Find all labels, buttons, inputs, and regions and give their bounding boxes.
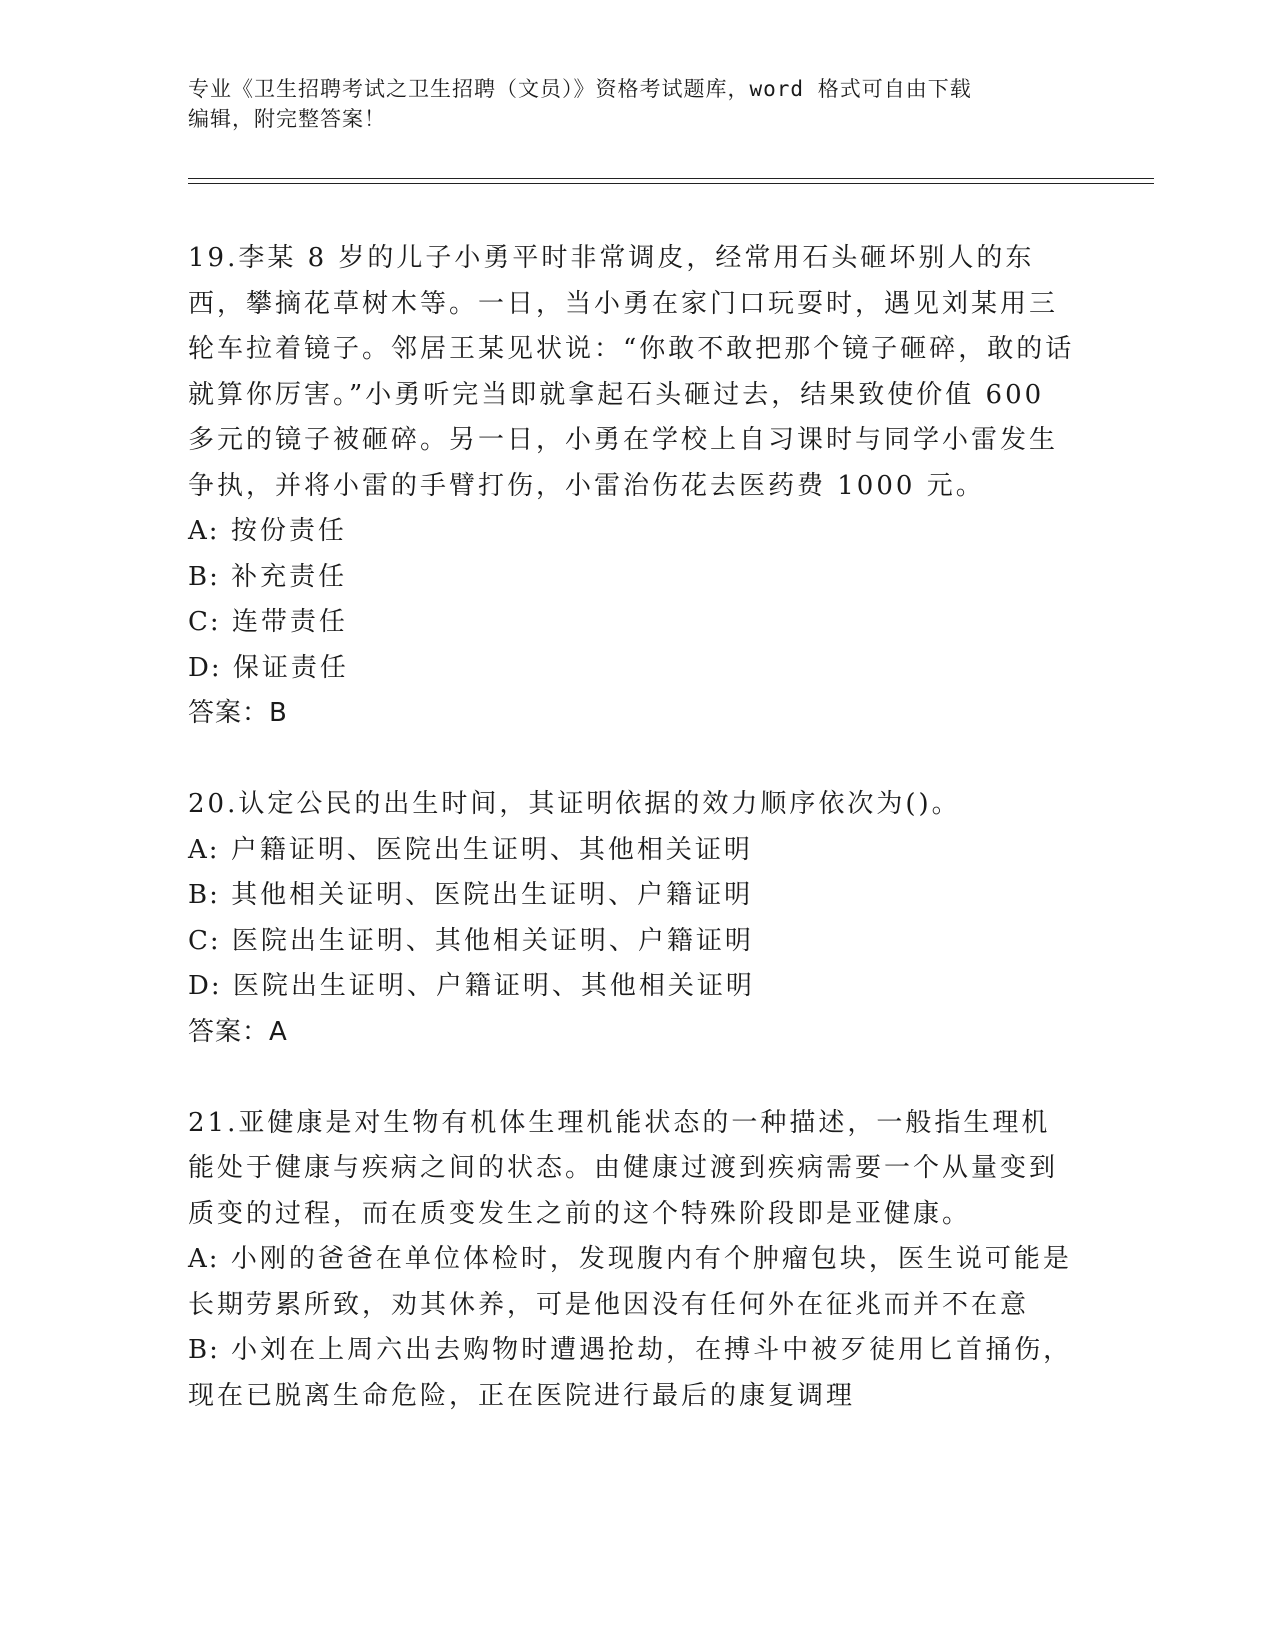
option-text: 连带责任 [231, 607, 348, 637]
question-20 [188, 782, 1078, 1055]
option-a [188, 1237, 1078, 1328]
option-letter: B: [188, 880, 220, 910]
option-b [188, 873, 1078, 919]
question-19 [188, 236, 1078, 737]
header-line-1: 专业《卫生招聘考试之卫生招聘（文员）》资格考试题库，word 格式可自由下载 [188, 77, 972, 101]
option-c [188, 600, 1078, 646]
option-text: 按份责任 [230, 516, 347, 546]
option-b [188, 555, 1078, 601]
option-text: 其他相关证明、医院出生证明、户籍证明 [231, 880, 754, 910]
option-a [188, 509, 1078, 555]
option-d [188, 646, 1078, 692]
option-c [188, 919, 1078, 965]
question-stem: 19.李某 8 岁的儿子小勇平时非常调皮，经常用石头砸坏别人的东西，攀摘花草树木等。一日，当小勇在家门口玩耍时，遇见刘某用三轮车拉着镜子。邻居王某见状说：“你敢不敢把那个镜子砸碎，敢的话就算你厉害。”小勇听完当即就拿起石头砸过去，结果致使价值 600 多元的镜子被砸碎。另一日，小勇在学校上自习课时与同学小雷发生争执，并将小雷的手臂打伤，小雷治伤花去医药费 1000 元。 [188, 243, 1075, 501]
option-text: 保证责任 [232, 652, 349, 683]
option-text: 医院出生证明、其他相关证明、户籍证明 [231, 925, 754, 956]
option-text: 医院出生证明、户籍证明、其他相关证明 [232, 971, 755, 1001]
answer-label: 答案：A [188, 1016, 288, 1047]
option-d [188, 964, 1078, 1010]
answer-label: 答案：B [188, 698, 288, 728]
question-stem: 20.认定公民的出生时间，其证明依据的效力顺序依次为()。 [188, 789, 961, 819]
option-text: 补充责任 [231, 561, 348, 592]
option-text: 小刘在上周六出去购物时遭遇抢劫，在搏斗中被歹徒用匕首捅伤，现在已脱离生命危险，正在医院进行最后的康复调理 [188, 1335, 1073, 1411]
question-list [188, 236, 1078, 1465]
option-letter: B: [188, 561, 220, 592]
option-letter: D: [188, 971, 222, 1001]
option-letter: B: [188, 1335, 220, 1365]
question-stem: 21.亚健康是对生物有机体生理机能状态的一种描述，一般指生理机能处于健康与疾病之间的状态。由健康过渡到疾病需要一个从量变到质变的过程，而在质变发生之前的这个特殊阶段即是亚健康。 [188, 1107, 1059, 1229]
option-letter: D: [188, 652, 222, 683]
option-letter: C: [188, 607, 221, 637]
header-divider-top [188, 178, 1154, 179]
option-a [188, 828, 1078, 874]
option-text: 小刚的爸爸在单位体检时，发现腹内有个肿瘤包块，医生说可能是长期劳累所致，劝其休养，可是他因没有任何外在征兆而并不在意 [188, 1244, 1072, 1320]
option-letter: A: [188, 516, 220, 546]
option-letter: A: [188, 834, 220, 865]
option-b [188, 1328, 1078, 1419]
option-letter: A: [188, 1244, 220, 1274]
question-21 [188, 1101, 1078, 1420]
header-line-2: 编辑，附完整答案！ [188, 107, 386, 131]
header-divider-bottom [188, 183, 1154, 184]
document-header [188, 74, 1068, 134]
option-letter: C: [188, 925, 221, 956]
option-text: 户籍证明、医院出生证明、其他相关证明 [230, 834, 753, 865]
